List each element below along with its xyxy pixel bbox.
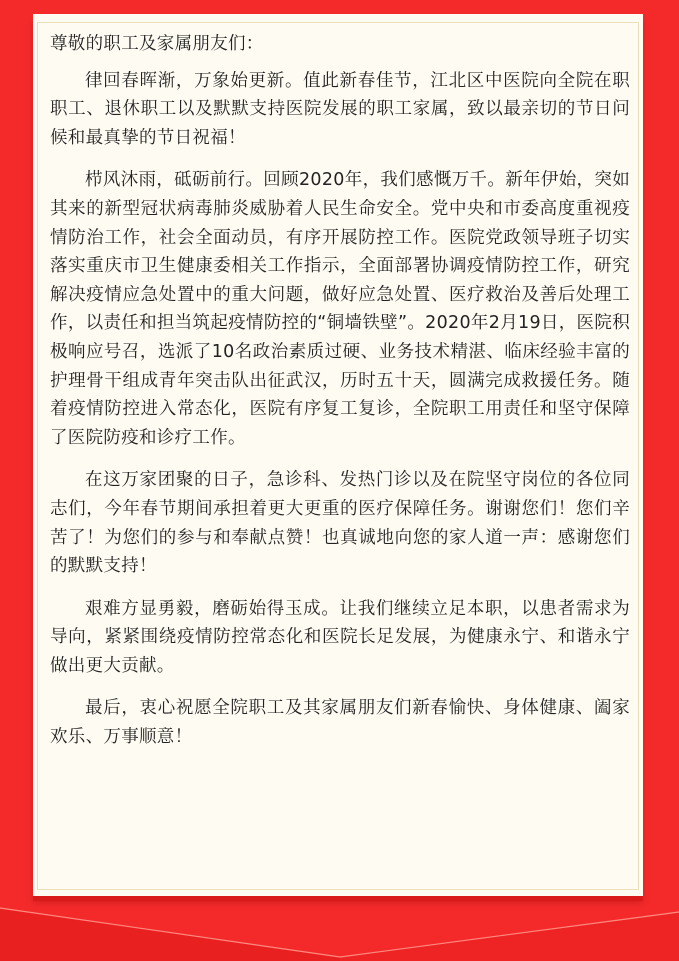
letter-paragraph-greetings: 律回春晖渐，万象始更新。值此新春佳节，江北区中医院向全院在职职工、退休职工以及默默支持医院发展的职工家属，致以最亲切的节日问候和最真挚的节日祝福！ <box>50 70 630 148</box>
background-decoration <box>0 895 679 961</box>
letter-greeting: 尊敬的职工及家属朋友们： <box>50 34 264 54</box>
letter-body <box>50 30 630 752</box>
letter-paragraph-wishes: 最后，衷心祝愿全院职工及其家属朋友们新春愉快、身体健康、阖家欢乐、万事顺意！ <box>50 698 630 748</box>
letter-paragraph-thanks: 在这万家团聚的日子，急诊科、发热门诊以及在院坚守岗位的各位同志们，今年春节期间承担着更大更重的医疗保障任务。谢谢您们！您们辛苦了！为您们的参与和奉献点赞！也真诚地向您的家人道一声：感谢您们的默默支持！ <box>50 470 630 577</box>
letter-paragraph-outlook: 艰难方显勇毅，磨砺始得玉成。让我们继续立足本职，以患者需求为导向，紧紧围绕疫情防控常态化和医院长足发展，为健康永宁、和谐永宁做出更大贡献。 <box>50 598 630 676</box>
letter-paragraph-review: 栉风沐雨，砥砺前行。回顾2020年，我们感慨万千。新年伊始，突如其来的新型冠状病毒肺炎威胁着人民生命安全。党中央和市委高度重视疫情防治工作，社会全面动员，有序开展防控工作。医院党政领导班子切实落实重庆市卫生健康委相关工作指示，全面部署协调疫情防控工作，研究解决疫情应急处置中的重大问题，做好应急处置、医疗救治及善后处理工作，以责任和担当筑起疫情防控的“铜墙铁壁”。2020年2月19日，医院积极响应号召，选派了10名政治素质过硬、业务技术精湛、临床经验丰富的护理骨干组成青年突击队出征武汉，历时五十天，圆满完成救援任务。随着疫情防控进入常态化，医院有序复工复诊，全院职工用责任和坚守保障了医院防疫和诊疗工作。 <box>50 170 630 448</box>
